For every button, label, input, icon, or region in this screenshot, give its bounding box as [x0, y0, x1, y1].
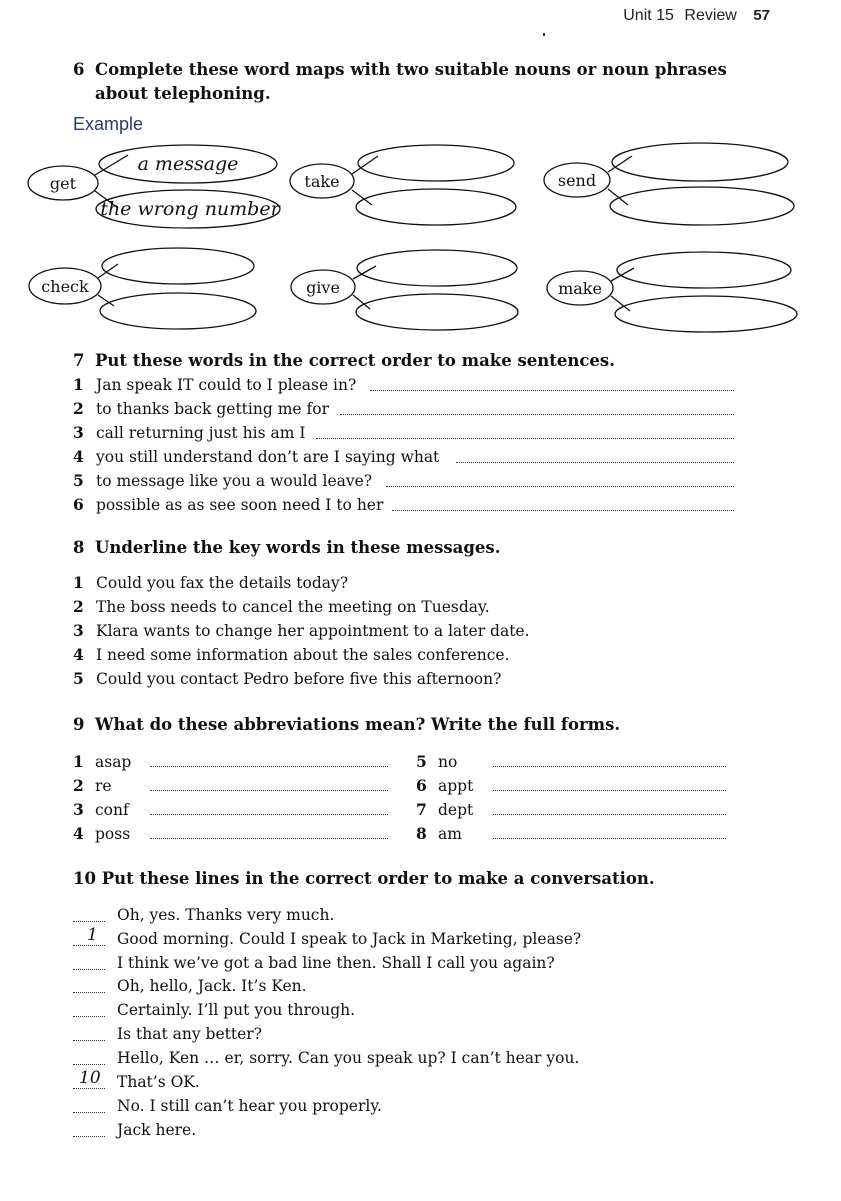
item-text: Klara wants to change her appointment to a later date.: [96, 622, 530, 640]
line-text: Hello, Ken … er, sorry. Can you speak up? I can’t hear you.: [117, 1049, 580, 1067]
answer-line[interactable]: [392, 510, 734, 511]
root-word-take: take: [304, 172, 340, 191]
item-number: 7: [416, 800, 427, 819]
answer-oval[interactable]: [357, 250, 517, 286]
item-text: to thanks back getting me for: [96, 400, 329, 418]
exercise-number: 6: [73, 60, 85, 79]
exercise-6-title-line2: about telephoning.: [95, 84, 271, 103]
answer-blank[interactable]: [73, 903, 105, 922]
answer-line[interactable]: [493, 790, 726, 791]
item-number: 4: [73, 645, 84, 664]
line-text: Oh, yes. Thanks very much.: [117, 906, 335, 924]
answer-blank[interactable]: [73, 927, 105, 946]
answer-oval[interactable]: [356, 189, 516, 225]
line-text: That’s OK.: [117, 1073, 200, 1091]
item-text: I need some information about the sales conference.: [96, 646, 510, 664]
exercise-number: 9: [73, 715, 85, 734]
item-text: re: [95, 777, 112, 795]
answer-line[interactable]: [456, 462, 734, 463]
exercise-8-title-text: Underline the key words in these messages.: [95, 538, 501, 557]
exercise-6-title-line1: Complete these word maps with two suitable nouns or noun phrases: [95, 60, 727, 79]
item-number: 1: [73, 573, 84, 592]
connector-line: [352, 156, 378, 174]
item-number: 3: [73, 423, 84, 442]
connector-line: [611, 296, 630, 311]
answer-line[interactable]: [370, 390, 734, 391]
root-word-check: check: [41, 277, 89, 296]
example-label: Example: [73, 114, 144, 134]
item-number: 6: [416, 776, 427, 795]
answer-oval[interactable]: [610, 187, 794, 225]
item-text: to message like you a would leave?: [96, 472, 373, 490]
connector-line: [95, 155, 128, 175]
item-number: 1: [73, 752, 84, 771]
exercise-number: 8: [73, 538, 85, 557]
answer-line[interactable]: [340, 414, 734, 415]
item-text: Could you fax the details today?: [96, 574, 349, 592]
item-number: 2: [73, 399, 84, 418]
answer-line[interactable]: [150, 766, 388, 767]
item-text: you still understand don’t are I saying what: [96, 448, 440, 466]
answer-line[interactable]: [316, 438, 734, 439]
root-word-give: give: [306, 278, 340, 297]
item-text: call returning just his am I: [96, 424, 306, 442]
handwritten-answer: 1: [87, 925, 98, 945]
answer-blank[interactable]: [73, 1070, 105, 1089]
item-number: 5: [73, 669, 84, 688]
item-text: poss: [95, 825, 131, 843]
answer-oval[interactable]: [615, 296, 797, 332]
item-number: 4: [73, 447, 84, 466]
answer-blank[interactable]: [73, 998, 105, 1017]
item-number: 6: [73, 495, 84, 514]
answer-blank[interactable]: [73, 1094, 105, 1113]
answer-line[interactable]: [150, 814, 388, 815]
item-number: 5: [416, 752, 427, 771]
answer-oval[interactable]: [358, 145, 514, 181]
item-number: 2: [73, 776, 84, 795]
answer-oval[interactable]: [617, 252, 791, 288]
page-number: 57: [753, 7, 770, 24]
item-number: 5: [73, 471, 84, 490]
exercise-7-title-text: Put these words in the correct order to make sentences.: [95, 351, 615, 370]
answer-blank[interactable]: [73, 1118, 105, 1137]
exercise-10-title-text: Put these lines in the correct order to make a conversation.: [101, 869, 655, 888]
exercise-number: 7: [73, 351, 85, 370]
exercise-number: 10: [73, 869, 96, 888]
root-word-get: get: [49, 174, 77, 193]
exercise-7-title: [73, 349, 615, 373]
word-maps: [0, 0, 841, 360]
item-text: appt: [438, 777, 474, 795]
item-text: no: [438, 753, 458, 771]
item-text: possible as as see soon need I to her: [96, 496, 384, 514]
line-text: Certainly. I’ll put you through.: [117, 1001, 356, 1019]
answer-oval[interactable]: [612, 143, 788, 181]
handwritten-answer: the wrong number: [100, 198, 280, 220]
item-text: Jan speak IT could to I please in?: [96, 376, 357, 394]
answer-line[interactable]: [493, 766, 726, 767]
item-text: conf: [95, 801, 129, 819]
answer-oval[interactable]: [100, 293, 256, 329]
answer-line[interactable]: [150, 790, 388, 791]
answer-oval[interactable]: [102, 248, 254, 284]
item-number: 3: [73, 800, 84, 819]
item-number: 8: [416, 824, 427, 843]
connector-line: [353, 295, 370, 309]
exercise-9-title-text: What do these abbreviations mean? Write the full forms.: [95, 715, 621, 734]
answer-blank[interactable]: [73, 1046, 105, 1065]
line-text: I think we’ve got a bad line then. Shall I call you again?: [117, 954, 555, 972]
item-text: am: [438, 825, 462, 843]
answer-blank[interactable]: [73, 974, 105, 993]
exercise-9-title: [73, 713, 620, 737]
answer-blank[interactable]: [73, 1022, 105, 1041]
line-text: No. I still can’t hear you properly.: [117, 1097, 382, 1115]
item-text: The boss needs to cancel the meeting on Tuesday.: [96, 598, 490, 616]
section-label: Review: [684, 7, 737, 24]
answer-line[interactable]: [493, 814, 726, 815]
item-number: 3: [73, 621, 84, 640]
handwritten-answer: a message: [137, 153, 239, 175]
answer-line[interactable]: [493, 838, 726, 839]
exercise-8-title: [73, 536, 500, 560]
root-word-make: make: [558, 279, 602, 298]
line-text: Oh, hello, Jack. It’s Ken.: [117, 977, 307, 995]
exercise-10-title: [73, 867, 655, 891]
unit-label: Unit 15: [623, 7, 674, 24]
answer-line[interactable]: [150, 838, 388, 839]
line-text: Is that any better?: [117, 1025, 262, 1043]
line-text: Good morning. Could I speak to Jack in Marketing, please?: [117, 930, 582, 948]
item-text: Could you contact Pedro before five this afternoon?: [96, 670, 502, 688]
line-text: Jack here.: [117, 1121, 197, 1139]
handwritten-answer: 10: [79, 1068, 101, 1088]
answer-line[interactable]: [386, 486, 734, 487]
item-number: 2: [73, 597, 84, 616]
item-text: asap: [95, 753, 132, 771]
item-text: dept: [438, 801, 474, 819]
answer-blank[interactable]: [73, 951, 105, 970]
item-number: 1: [73, 375, 84, 394]
root-word-send: send: [557, 171, 597, 190]
item-number: 4: [73, 824, 84, 843]
answer-oval[interactable]: [356, 294, 518, 330]
